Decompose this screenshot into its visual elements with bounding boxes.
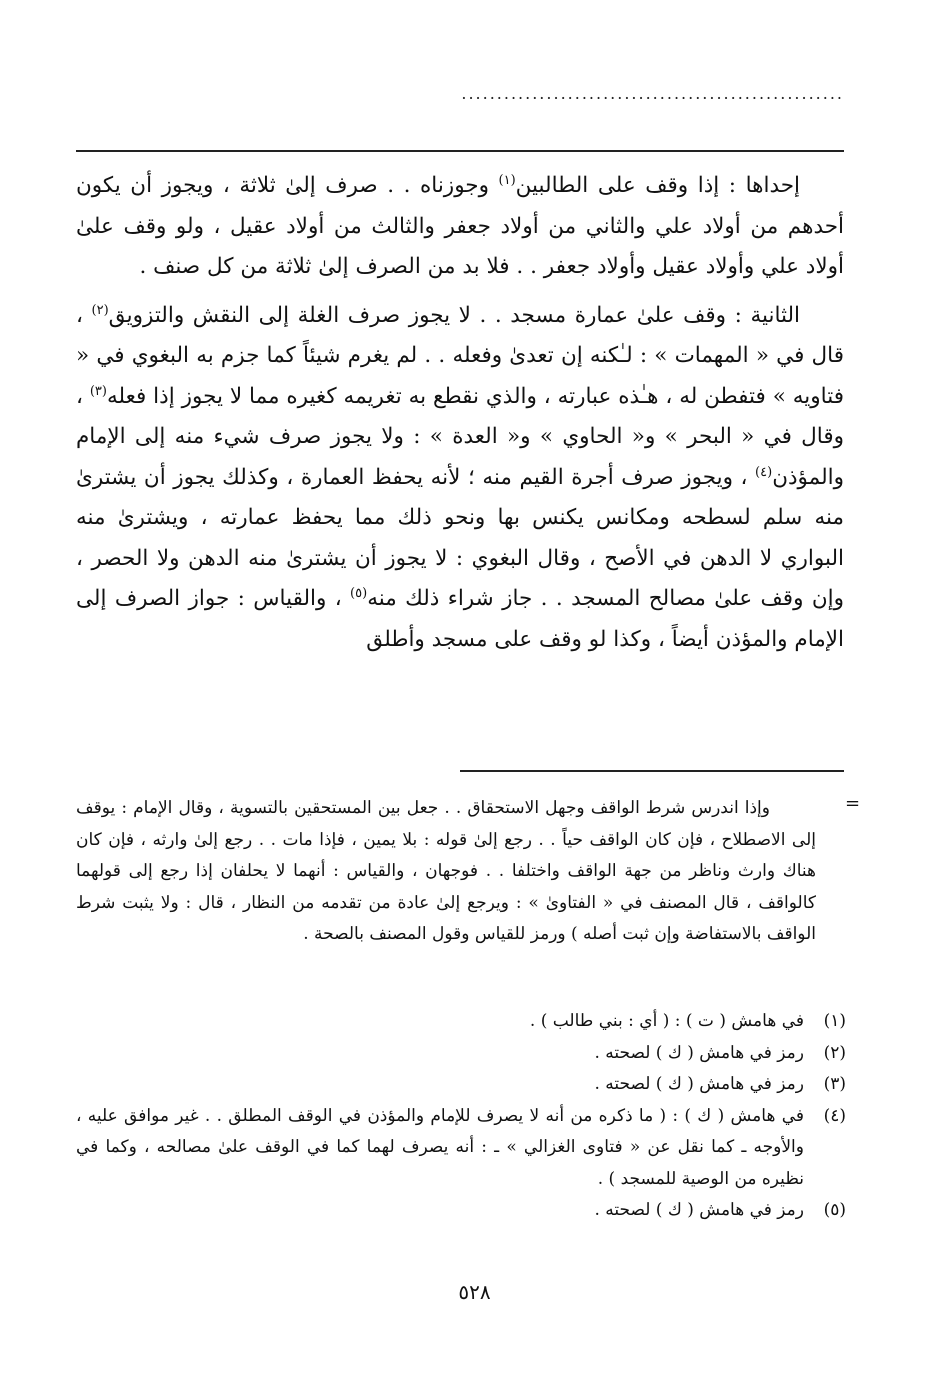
footnote-ref-4[interactable]: (٤)	[755, 464, 773, 480]
footnote-number: (٣)	[823, 1074, 846, 1094]
paragraph-first-text-1: إحداها : إذا وقف على الطالبين	[515, 173, 800, 198]
footnote-text: في هامش ( ت ) : ( أي : بني طالب ) .	[529, 1011, 804, 1031]
footnote-3	[76, 1069, 846, 1101]
footnote-text: في هامش ( ك ) : ( ما ذكره من أنه لا يصرف للإمام والمؤذن في الوقف المطلق . . غير موافق عليه ، والأوجه ـ كما نقل عن « فتاوى الغزالي » ـ : أنه يصرف لهما كما في الوقف علىٰ مصالحه ، وكما في نظيره من الوصية للمسجد ) .	[76, 1105, 805, 1189]
footnote-text: رمز في هامش ( ك ) لصحته .	[594, 1042, 804, 1063]
footnote-text: رمز في هامش ( ك ) لصحته .	[594, 1200, 804, 1220]
footnote-1	[76, 1006, 846, 1038]
footnote-2	[76, 1038, 846, 1070]
paragraph-first-text-2: وجوزناه . . صرف إلىٰ ثلاثة ، ويجوز أن يكون أحدهم من أولاد علي والثاني من أولاد جعفر والثالث من أولاد عقيل ، ولو وقف علىٰ أولاد علي وأولاد عقيل وأولاد جعفر . . فلا بد من الصرف إلىٰ ثلاثة من كل صنف .	[76, 173, 844, 279]
paragraph-second-text-2: ، قال في « المهمات » : لـٰكنه إن تعدىٰ وفعله . . لم يغرم شيئاً كما جزم به البغوي في « فتاويه » فتفطن له ، هـٰذه عبارته ، والذي نقطع به تغريمه كغيره مما لا يجوز إذا فعله	[76, 302, 844, 409]
header-rule	[76, 150, 844, 152]
footnote-4	[76, 1101, 846, 1196]
paragraph-second-text-1: الثانية : وقف علىٰ عمارة مسجد . . لا يجوز صرف الغلة إلى النقش والتزويق	[108, 302, 801, 328]
main-text	[76, 166, 844, 660]
page-number: ٥٢٨	[458, 1280, 491, 1304]
footnote-continuation	[76, 793, 816, 951]
footnote-number: (٤)	[823, 1105, 846, 1126]
footnote-5	[76, 1195, 846, 1227]
footnote-ref-5[interactable]: (٥)	[350, 586, 368, 601]
footnote-text: رمز في هامش ( ك ) لصحته .	[594, 1074, 804, 1094]
footnote-ref-2[interactable]: (٢)	[91, 302, 109, 318]
footnotes-list	[76, 1006, 846, 1227]
paragraph-first	[76, 166, 844, 288]
footnote-separator-rule	[460, 770, 844, 772]
footnote-continuation-marker: =	[845, 793, 861, 814]
footnote-ref-3[interactable]: (٣)	[89, 383, 107, 399]
paragraph-second-text-5: ، والقياس : جواز الصرف إلى الإمام والمؤذن أيضاً ، وكذا لو وقف على مسجد وأطلق	[76, 586, 844, 652]
paragraph-second	[76, 296, 844, 661]
paragraph-second-text-4: ، ويجوز صرف أجرة القيم منه ؛ لأنه يحفظ العمارة ، وكذلك يجوز أن يشترىٰ منه سلم لسطحه ومكانس يكنس بها ونحو ذلك مما يحفظ عمارته ، ويشترىٰ منه البواري لا الدهن في الأصح ، وقال البغوي : لا يجوز أن يشترىٰ منه الدهن ولا الحصر ، وإن وقف علىٰ مصالح المسجد . . جاز شراء ذلك منه	[76, 464, 844, 611]
footnote-continuation-text: وإذا اندرس شرط الواقف وجهل الاستحقاق . . جعل بين المستحقين بالتسوية ، وقال الإمام : يوقف إلى الاصطلاح ، فإن كان الواقف حياً . . رجع إلىٰ قوله : بلا يمين ، فإذا مات . . رجع إلىٰ وارثه ، فإن كان هناك وارث وناظر من جهة الواقف واختلفا . . فوجهان ، والقياس : أنهما لا يحلفان إذا رجع إلى قولهما كالواقف ، قال المصنف في « الفتاوىٰ » : ويرجع إلىٰ عادة من تقدمه من النظار ، قال : ولا يثبت شرط الواقف بالاستفاضة وإن ثبت أصله ) ورمز للقياس وقول المصنف بالصحة .	[76, 798, 816, 944]
footnote-number: (١)	[823, 1011, 846, 1031]
footnote-number: (٢)	[823, 1042, 846, 1063]
footnote-number: (٥)	[823, 1200, 846, 1220]
header-dotted-line: ......................................................	[461, 84, 844, 103]
footnote-ref-1[interactable]: (١)	[498, 173, 516, 188]
paragraph-second-text-3: ، وقال في « البحر » و« الحاوي » و« العدة » : ولا يجوز صرف شيء منه إلى الإمام والمؤذن	[76, 383, 844, 490]
